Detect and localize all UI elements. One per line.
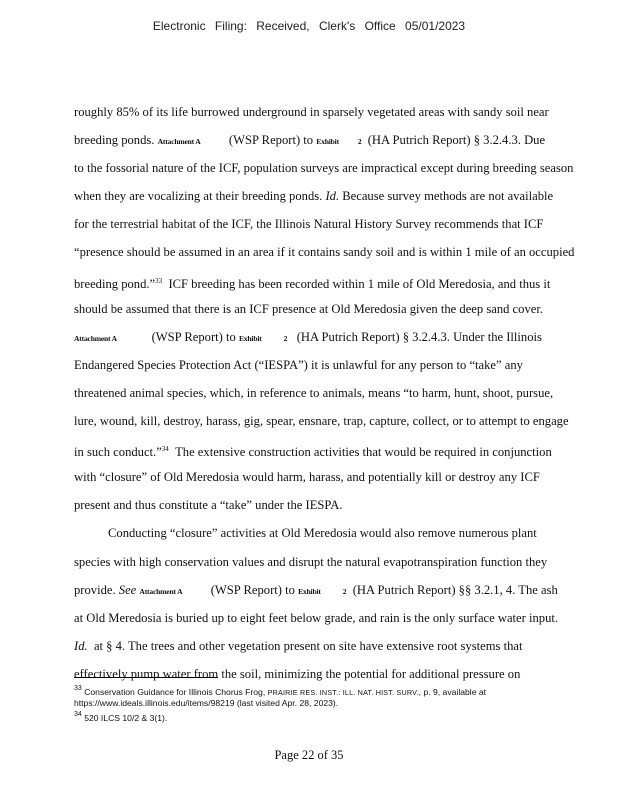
- text-line: Endangered Species Protection Act (“IESPA”) it is unlawful for any person to “take” any: [74, 357, 523, 372]
- footnotes: [74, 683, 574, 724]
- text-line: species with high conservation values and disrupt the natural evapotranspiration function they: [74, 554, 548, 569]
- text-line: Id. at § 4. The trees and other vegetation present on site have extensive root systems that: [74, 638, 523, 653]
- text-line: lure, wound, kill, destroy, harass, gig, spear, ensnare, trap, capture, collect, or to attempt to engage: [74, 414, 569, 429]
- text-line: when they are vocalizing at their breeding ponds. Id. Because survey methods are not available: [74, 189, 554, 204]
- exhibit-label: Exhibit: [298, 586, 321, 596]
- attachment-label: Attachment A: [157, 137, 201, 147]
- footnote-divider: [74, 677, 218, 678]
- text-line: roughly 85% of its life burrowed underground in sparsely vegetated areas with sandy soil near: [74, 105, 549, 119]
- page-number: Page 22 of 35: [274, 748, 344, 762]
- text-line: “presence should be assumed in an area if it contains sandy soil and is within 1 mile of an occupied: [74, 245, 575, 260]
- footnote-marker[interactable]: 34: [161, 445, 169, 454]
- footnote-34: $^{34}$ 520 ILCS 10/2 & 3(1).: [74, 711, 168, 723]
- text-line: threatened animal species, which, in reference to animals, means “to harm, hunt, shoot, pursue,: [74, 385, 554, 400]
- text-line: for the terrestrial habitat of the ICF, the Illinois Natural History Survey recommends that ICF: [74, 217, 544, 232]
- exhibit-label: Exhibit: [238, 333, 262, 343]
- footnote-ref: Id.: [325, 189, 340, 204]
- text-line: effectively pump water from the soil, minimizing the potential for additional pressure on: [74, 666, 521, 681]
- publisher-smallcaps: PRAIRIE RES. INST.: ILL. NAT. HIST. SURV.: [267, 688, 419, 697]
- footnote-33: $^{33}$ Conservation Guidance for Illinois Chorus Frog, PRAIRIE RES. INST.: ILL. NAT. HIST. SURV., p. 9, available at: [74, 685, 487, 697]
- exhibit-number: 2: [357, 137, 362, 147]
- attachment-label: Attachment A: [139, 586, 183, 596]
- signal-see: See: [118, 582, 137, 597]
- exhibit-number: 2: [342, 586, 347, 596]
- footnote-marker[interactable]: 33: [155, 276, 163, 285]
- text-line: present and thus constitute a “take” under the IESPA.: [74, 498, 343, 513]
- footnote-33-url-line[interactable]: https://www.ideals.illinois.edu/items/98219 (last visited Apr. 28, 2023).: [74, 698, 339, 708]
- text-line: provide. See Attachment A (WSP Report) to Exhibit 2 (HA Putrich Report) §§ 3.2.1, 4. The ash: [74, 582, 558, 597]
- text-line: to the fossorial nature of the ICF, population surveys are impractical except during breeding season: [74, 161, 574, 176]
- body-text: [74, 102, 609, 692]
- filing-stamp-header: Electronic Filing: Received, Clerk's Office 05/01/2023: [152, 19, 466, 33]
- citation-id: Id.: [74, 638, 88, 653]
- text-line: in such conduct.”$^{34}$ The extensive construction activities that would be required in conjunction: [74, 445, 552, 460]
- footnote-number: 33: [74, 685, 82, 692]
- text-line: Attachment A (WSP Report) to Exhibit 2 (HA Putrich Report) § 3.2.4.3. Under the Illinois: [74, 329, 542, 344]
- exhibit-number: 2: [283, 333, 288, 343]
- attachment-label: Attachment A: [74, 333, 117, 343]
- text-line: breeding ponds. Attachment A (WSP Report) to Exhibit 2 (HA Putrich Report) § 3.2.4.3. Due: [74, 133, 546, 148]
- text-line: at Old Meredosia is buried up to eight feet below grade, and rain is the only surface water input.: [74, 610, 559, 625]
- paragraph-start-line: Conducting “closure” activities at Old Meredosia would also remove numerous plant: [108, 526, 537, 541]
- text-line: with “closure” of Old Meredosia would harm, harass, and potentially kill or destroy any ICF: [74, 470, 540, 485]
- text-line: should be assumed that there is an ICF presence at Old Meredosia given the deep sand cover.: [74, 301, 543, 316]
- text-line: breeding pond.”$^{33}$ ICF breeding has been recorded within 1 mile of Old Meredosia, and thus it: [74, 276, 551, 291]
- footnote-number: 34: [74, 711, 82, 718]
- exhibit-label: Exhibit: [316, 137, 339, 147]
